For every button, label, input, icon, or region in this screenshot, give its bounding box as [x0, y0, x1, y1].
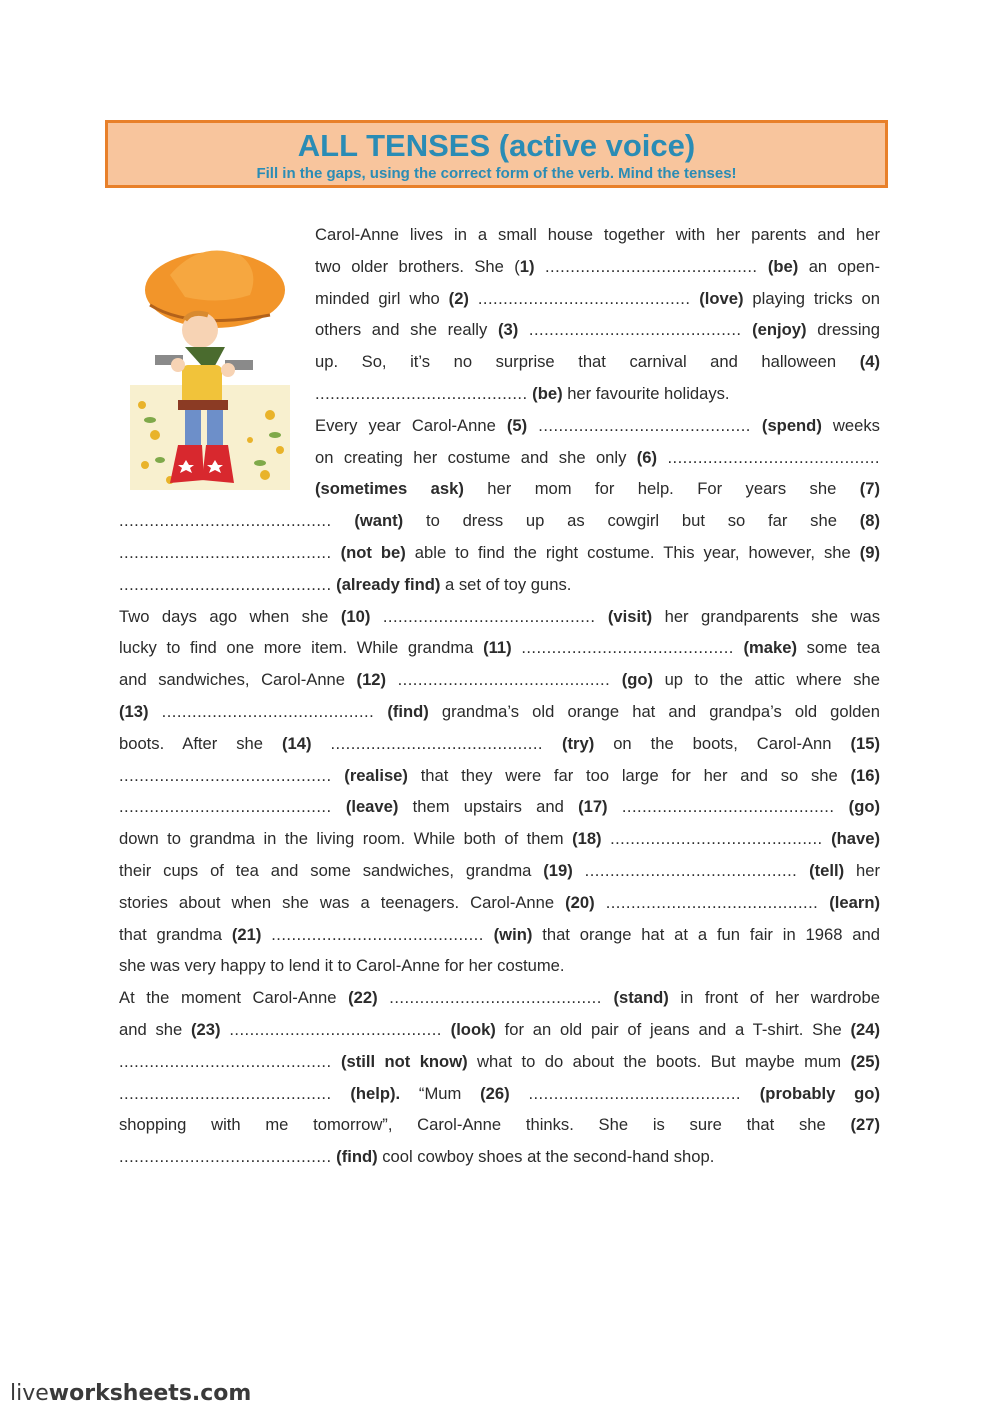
cowgirl-illustration: [130, 235, 290, 495]
text-segment: her mom for help. For years she: [463, 479, 860, 499]
verb-cue: (visit): [607, 606, 653, 626]
text-segment: [484, 925, 494, 944]
verb-cue: (love): [699, 288, 744, 308]
verb-cue: (win): [493, 924, 533, 944]
verb-cue: (9): [859, 543, 880, 562]
text-line: [119, 924, 880, 946]
answer-gap[interactable]: ..........................................: [667, 447, 880, 467]
verb-cue: (23): [191, 1020, 221, 1039]
text-segment: [332, 543, 341, 562]
text-segment: [595, 893, 606, 912]
text-segment: minded girl who: [315, 288, 449, 308]
verb-cue: (2): [448, 288, 469, 308]
text-segment: At the moment Carol-Anne: [119, 988, 349, 1008]
text-segment: [386, 670, 398, 689]
answer-gap[interactable]: ..........................................: [271, 924, 484, 944]
verb-cue: 1): [519, 256, 535, 276]
text-segment: lucky to find one more item. While grandma: [119, 638, 484, 658]
text-segment: [332, 1084, 351, 1103]
text-segment: [734, 638, 744, 657]
text-segment: [797, 861, 809, 880]
verb-cue: (spend): [761, 415, 822, 435]
verb-cue: (19): [543, 861, 573, 880]
answer-gap[interactable]: ..........................................: [584, 861, 798, 880]
answer-gap[interactable]: ..........................................: [538, 415, 751, 435]
answer-gap[interactable]: ..........................................: [119, 765, 332, 785]
text-segment: [543, 734, 562, 753]
answer-gap[interactable]: ..........................................: [389, 988, 602, 1008]
text-segment: on the boots, Carol-Ann: [594, 733, 851, 753]
text-line: [119, 796, 880, 818]
text-segment: [595, 607, 607, 626]
text-segment: an open-: [798, 256, 880, 276]
answer-gap[interactable]: ..........................................: [119, 797, 332, 817]
text-segment: [518, 320, 529, 339]
text-line: [315, 319, 880, 341]
text-segment: [823, 829, 831, 848]
text-segment: she was very happy to lend it to Carol-Anne for her costume.: [119, 956, 565, 976]
text-segment: [751, 416, 762, 435]
text-line: [119, 765, 880, 787]
verb-cue: (already find): [336, 574, 441, 594]
answer-gap[interactable]: ..........................................: [119, 1083, 332, 1103]
text-segment: Every year Carol-Anne: [315, 415, 507, 435]
text-segment: their cups of tea and some sandwiches, grandma: [119, 861, 544, 880]
text-line: [315, 478, 880, 500]
verb-cue: (go): [848, 797, 880, 817]
answer-gap[interactable]: ..........................................: [330, 733, 543, 753]
verb-cue: (13): [119, 702, 149, 721]
answer-gap[interactable]: ..........................................: [528, 1083, 741, 1103]
verb-cue: (stand): [613, 988, 669, 1008]
text-segment: [535, 257, 545, 276]
verb-cue: (5): [506, 415, 528, 435]
text-line: [119, 510, 880, 532]
text-segment: Carol-Anne lives in a small house together with her parents and her: [315, 225, 880, 244]
text-segment: shopping with me tomorrow”, Carol-Anne thinks. She is sure that she: [119, 1115, 851, 1135]
text-segment: [370, 607, 382, 626]
text-segment: her grandparents she was: [652, 606, 880, 626]
verb-cue: (22): [348, 988, 378, 1008]
worksheet-title: ALL TENSES (active voice): [297, 128, 696, 163]
text-segment: on creating her costume and she only: [315, 447, 637, 467]
text-segment: that they were far too large for her and so she: [407, 765, 851, 785]
text-segment: [573, 861, 585, 880]
text-segment: up. So, it’s no surprise that carnival and halloween: [315, 352, 860, 372]
text-line: [315, 415, 880, 437]
text-segment: [690, 289, 699, 308]
verb-cue: (find): [387, 702, 429, 721]
verb-cue: (make): [743, 638, 798, 658]
text-line: [315, 351, 880, 373]
text-line: [119, 701, 880, 723]
text-line: [119, 1146, 880, 1168]
text-segment: [469, 289, 478, 308]
verb-cue: (be): [532, 384, 563, 403]
text-segment: weeks: [821, 415, 880, 435]
verb-cue: (realise): [344, 765, 408, 785]
verb-cue: (look): [450, 1020, 496, 1039]
verb-cue: (still not know): [340, 1051, 468, 1071]
verb-cue: (17): [578, 797, 608, 817]
liveworksheets-logo: [10, 1381, 251, 1406]
verb-cue: (20): [565, 892, 595, 912]
text-line: [119, 1114, 880, 1136]
text-segment: for an old pair of jeans and a T-shirt. She: [495, 1020, 851, 1039]
text-line: [119, 1083, 880, 1105]
text-line: [119, 828, 880, 850]
text-segment: playing tricks on: [743, 288, 880, 308]
text-line: [119, 987, 880, 1009]
answer-gap[interactable]: ..........................................: [621, 797, 835, 817]
text-segment: two older brothers. She (: [315, 256, 520, 276]
verb-cue: (have): [831, 829, 880, 849]
verb-cue: (21): [231, 924, 262, 944]
verb-cue: (18): [572, 829, 602, 849]
text-segment: down to grandma in the living room. While both of them: [119, 829, 573, 849]
text-segment: [261, 925, 271, 944]
text-segment: them upstairs and: [398, 797, 579, 817]
verb-cue: (leave): [345, 797, 399, 817]
answer-gap[interactable]: ..........................................: [119, 543, 332, 562]
text-segment: [602, 988, 614, 1007]
answer-gap[interactable]: ..........................................: [605, 892, 819, 912]
answer-gap[interactable]: ..........................................: [544, 256, 758, 276]
answer-gap[interactable]: ..........................................: [161, 702, 375, 721]
verb-cue: (8): [859, 511, 880, 531]
text-segment: able to find the right costume. This year, however, she: [405, 543, 860, 562]
text-segment: what to do about the boots. But maybe mum: [467, 1051, 851, 1071]
verb-cue: (3): [497, 320, 519, 340]
verb-cue: (sometimes ask): [315, 479, 464, 499]
text-segment: [608, 797, 622, 816]
text-segment: [378, 988, 390, 1007]
text-segment: [818, 893, 829, 912]
text-segment: [602, 829, 610, 848]
verb-cue: (try): [561, 733, 595, 753]
text-segment: [221, 1020, 230, 1039]
answer-gap[interactable]: ..........................................: [119, 511, 332, 531]
text-segment: [834, 797, 848, 816]
text-segment: that orange hat at a fun fair in 1968 and: [532, 924, 880, 944]
text-segment: [657, 448, 667, 467]
verb-cue: (7): [859, 479, 881, 499]
text-segment: stories about when she was a teenagers. Carol-Anne: [119, 892, 566, 912]
text-segment: [527, 416, 538, 435]
text-line: [119, 606, 880, 628]
verb-cue: (be): [767, 256, 799, 276]
verb-cue: (learn): [829, 892, 880, 912]
answer-gap[interactable]: ..........................................: [229, 1020, 442, 1039]
answer-gap[interactable]: ..........................................: [119, 1051, 332, 1071]
text-line: [119, 892, 880, 914]
answer-gap[interactable]: ..........................................: [610, 829, 823, 849]
logo-bold-text: worksheets.com: [48, 1381, 252, 1406]
text-segment: in front of her wardrobe: [668, 988, 880, 1008]
verb-cue: (15): [850, 733, 880, 753]
text-segment: that grandma: [119, 924, 232, 944]
text-line: [315, 256, 880, 278]
verb-cue: (find): [336, 1147, 378, 1167]
text-segment: up to the attic where she: [653, 670, 880, 690]
text-line: [119, 574, 880, 596]
answer-gap[interactable]: ..........................................: [528, 320, 742, 340]
text-segment: her favourite holidays.: [562, 384, 730, 403]
title-banner: [105, 120, 888, 188]
text-segment: and sandwiches, Carol-Anne: [119, 670, 357, 690]
answer-gap[interactable]: ..........................................: [119, 574, 332, 594]
text-segment: [311, 734, 330, 753]
text-segment: her: [844, 861, 880, 880]
answer-gap[interactable]: ..........................................: [477, 288, 691, 308]
text-segment: [510, 1084, 529, 1103]
text-line: [119, 955, 880, 977]
text-segment: grandma’s old orange hat and grandpa’s old golden: [428, 702, 880, 721]
text-segment: [741, 1084, 760, 1103]
answer-gap[interactable]: ..........................................: [521, 638, 734, 658]
verb-cue: (14): [281, 733, 312, 753]
verb-cue: (25): [850, 1051, 880, 1071]
text-line: [119, 1051, 880, 1073]
verb-cue: (not be): [340, 543, 406, 562]
text-segment: “Mum: [400, 1083, 481, 1103]
text-line: [315, 224, 880, 246]
verb-cue: (want): [354, 511, 404, 531]
text-line: [119, 1019, 880, 1041]
worksheet-instructions: Fill in the gaps, using the correct form of the verb. Mind the tenses!: [256, 165, 737, 182]
text-segment: and she: [119, 1020, 192, 1039]
verb-cue: (12): [356, 670, 387, 690]
logo-light-text: live: [10, 1381, 49, 1406]
verb-cue: (24): [850, 1020, 880, 1039]
verb-cue: (16): [850, 765, 880, 785]
text-segment: [442, 1020, 451, 1039]
text-segment: [512, 638, 522, 657]
verb-cue: (6): [636, 447, 658, 467]
text-line: [315, 447, 880, 469]
verb-cue: (help).: [350, 1083, 401, 1103]
answer-gap[interactable]: ..........................................: [382, 606, 596, 626]
text-segment: [149, 702, 162, 721]
text-segment: [332, 511, 355, 530]
verb-cue: (enjoy): [752, 320, 807, 340]
text-segment: [332, 1052, 341, 1071]
text-segment: [332, 797, 346, 816]
text-segment: [741, 320, 752, 339]
verb-cue: (go): [621, 670, 654, 690]
text-segment: Two days ago when she: [119, 606, 341, 626]
text-segment: [758, 257, 768, 276]
verb-cue: (27): [850, 1115, 880, 1135]
text-line: [119, 860, 880, 882]
text-line: [119, 733, 880, 755]
text-line: [315, 288, 880, 310]
text-segment: [374, 702, 387, 721]
text-segment: others and she really: [315, 320, 498, 340]
text-segment: to dress up as cowgirl but so far she: [403, 511, 860, 531]
text-segment: a set of toy guns.: [440, 574, 572, 594]
answer-gap[interactable]: ..........................................: [315, 384, 528, 403]
verb-cue: (4): [859, 352, 880, 372]
text-line: [315, 383, 880, 405]
answer-gap[interactable]: ..........................................: [119, 1147, 332, 1167]
answer-gap[interactable]: ..........................................: [397, 670, 611, 690]
text-segment: cool cowboy shoes at the second-hand shop.: [377, 1147, 715, 1167]
verb-cue: (26): [480, 1083, 510, 1103]
verb-cue: (11): [483, 638, 512, 658]
text-segment: [332, 766, 345, 785]
text-line: [119, 637, 880, 659]
verb-cue: (tell): [809, 861, 845, 880]
text-line: [119, 542, 880, 564]
text-segment: [610, 670, 622, 689]
text-segment: boots. After she: [119, 733, 282, 753]
text-segment: some tea: [797, 638, 880, 658]
text-segment: dressing: [806, 320, 880, 340]
verb-cue: (probably go): [759, 1083, 880, 1103]
verb-cue: (10): [340, 606, 371, 626]
text-line: [119, 669, 880, 691]
